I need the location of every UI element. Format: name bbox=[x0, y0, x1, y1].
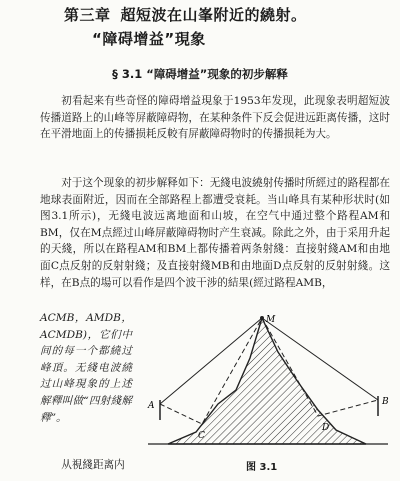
label-b: B bbox=[382, 397, 389, 407]
peak-point-m bbox=[260, 316, 264, 320]
paragraph-intro: 初看起来有些奇怪的障碍增益現象于1953年发现，此现象表明超短波传播道路上的山峰等屏蔽障碍物，在某种条件下反会促进远距离传播，这时在平滑地面上的传播损耗反較有屏蔽障碍物时的传播损耗为大。 bbox=[40, 95, 390, 141]
chapter-title-text: 超短波在山峯附近的繞射。 bbox=[120, 6, 307, 24]
mountain-shape bbox=[168, 318, 366, 444]
figure-3-1 bbox=[138, 312, 398, 452]
chapter-number: 第三章 bbox=[64, 6, 111, 24]
label-d: D bbox=[322, 423, 330, 433]
section-heading: § 3.1 “障碍增益”现象的初步解释 bbox=[112, 67, 288, 81]
paragraph-explanation: 对于这个现象的初步解释如下：无綫电波繞射传播时所經过的路程都在地球表面附近，因而在全部路程上都遭受衰耗。当山峰具有某种形状时(如图3.1所示)，无綫电波远离地面和山坡，在空气中通过整个路程AM和BM，仅在M点經过山峰屏蔽障碍物时产生衰减。除此之外，由于采用升起的天綫，所以在路程AM和BM上都传播着两条射綫：直接射綫AM和由地面C点反射的反射射綫；及直接射綫MB和由地面D点反射的反射射綫。这样，在B点的場可以看作是四个波干涉的結果(經过路程AMB， bbox=[40, 177, 390, 289]
label-c: C bbox=[198, 431, 205, 441]
chapter-subtitle: “障碍增益”現象 bbox=[92, 30, 206, 48]
paragraph-continuation: 从視綫距离内 bbox=[61, 459, 125, 471]
chapter-title bbox=[64, 4, 384, 25]
label-m: M bbox=[266, 315, 276, 325]
label-a: A bbox=[148, 401, 155, 411]
mountain-diffraction-diagram bbox=[138, 312, 398, 452]
paragraph-paths: ACMB，AMDB，ACMDB)，它们中间的每一个都繞过峰頂。无綫电波繞过山峰現象的上述解釋叫做“四射綫解釋”。 bbox=[40, 312, 132, 424]
figure-caption: 图 3.1 bbox=[246, 462, 278, 473]
